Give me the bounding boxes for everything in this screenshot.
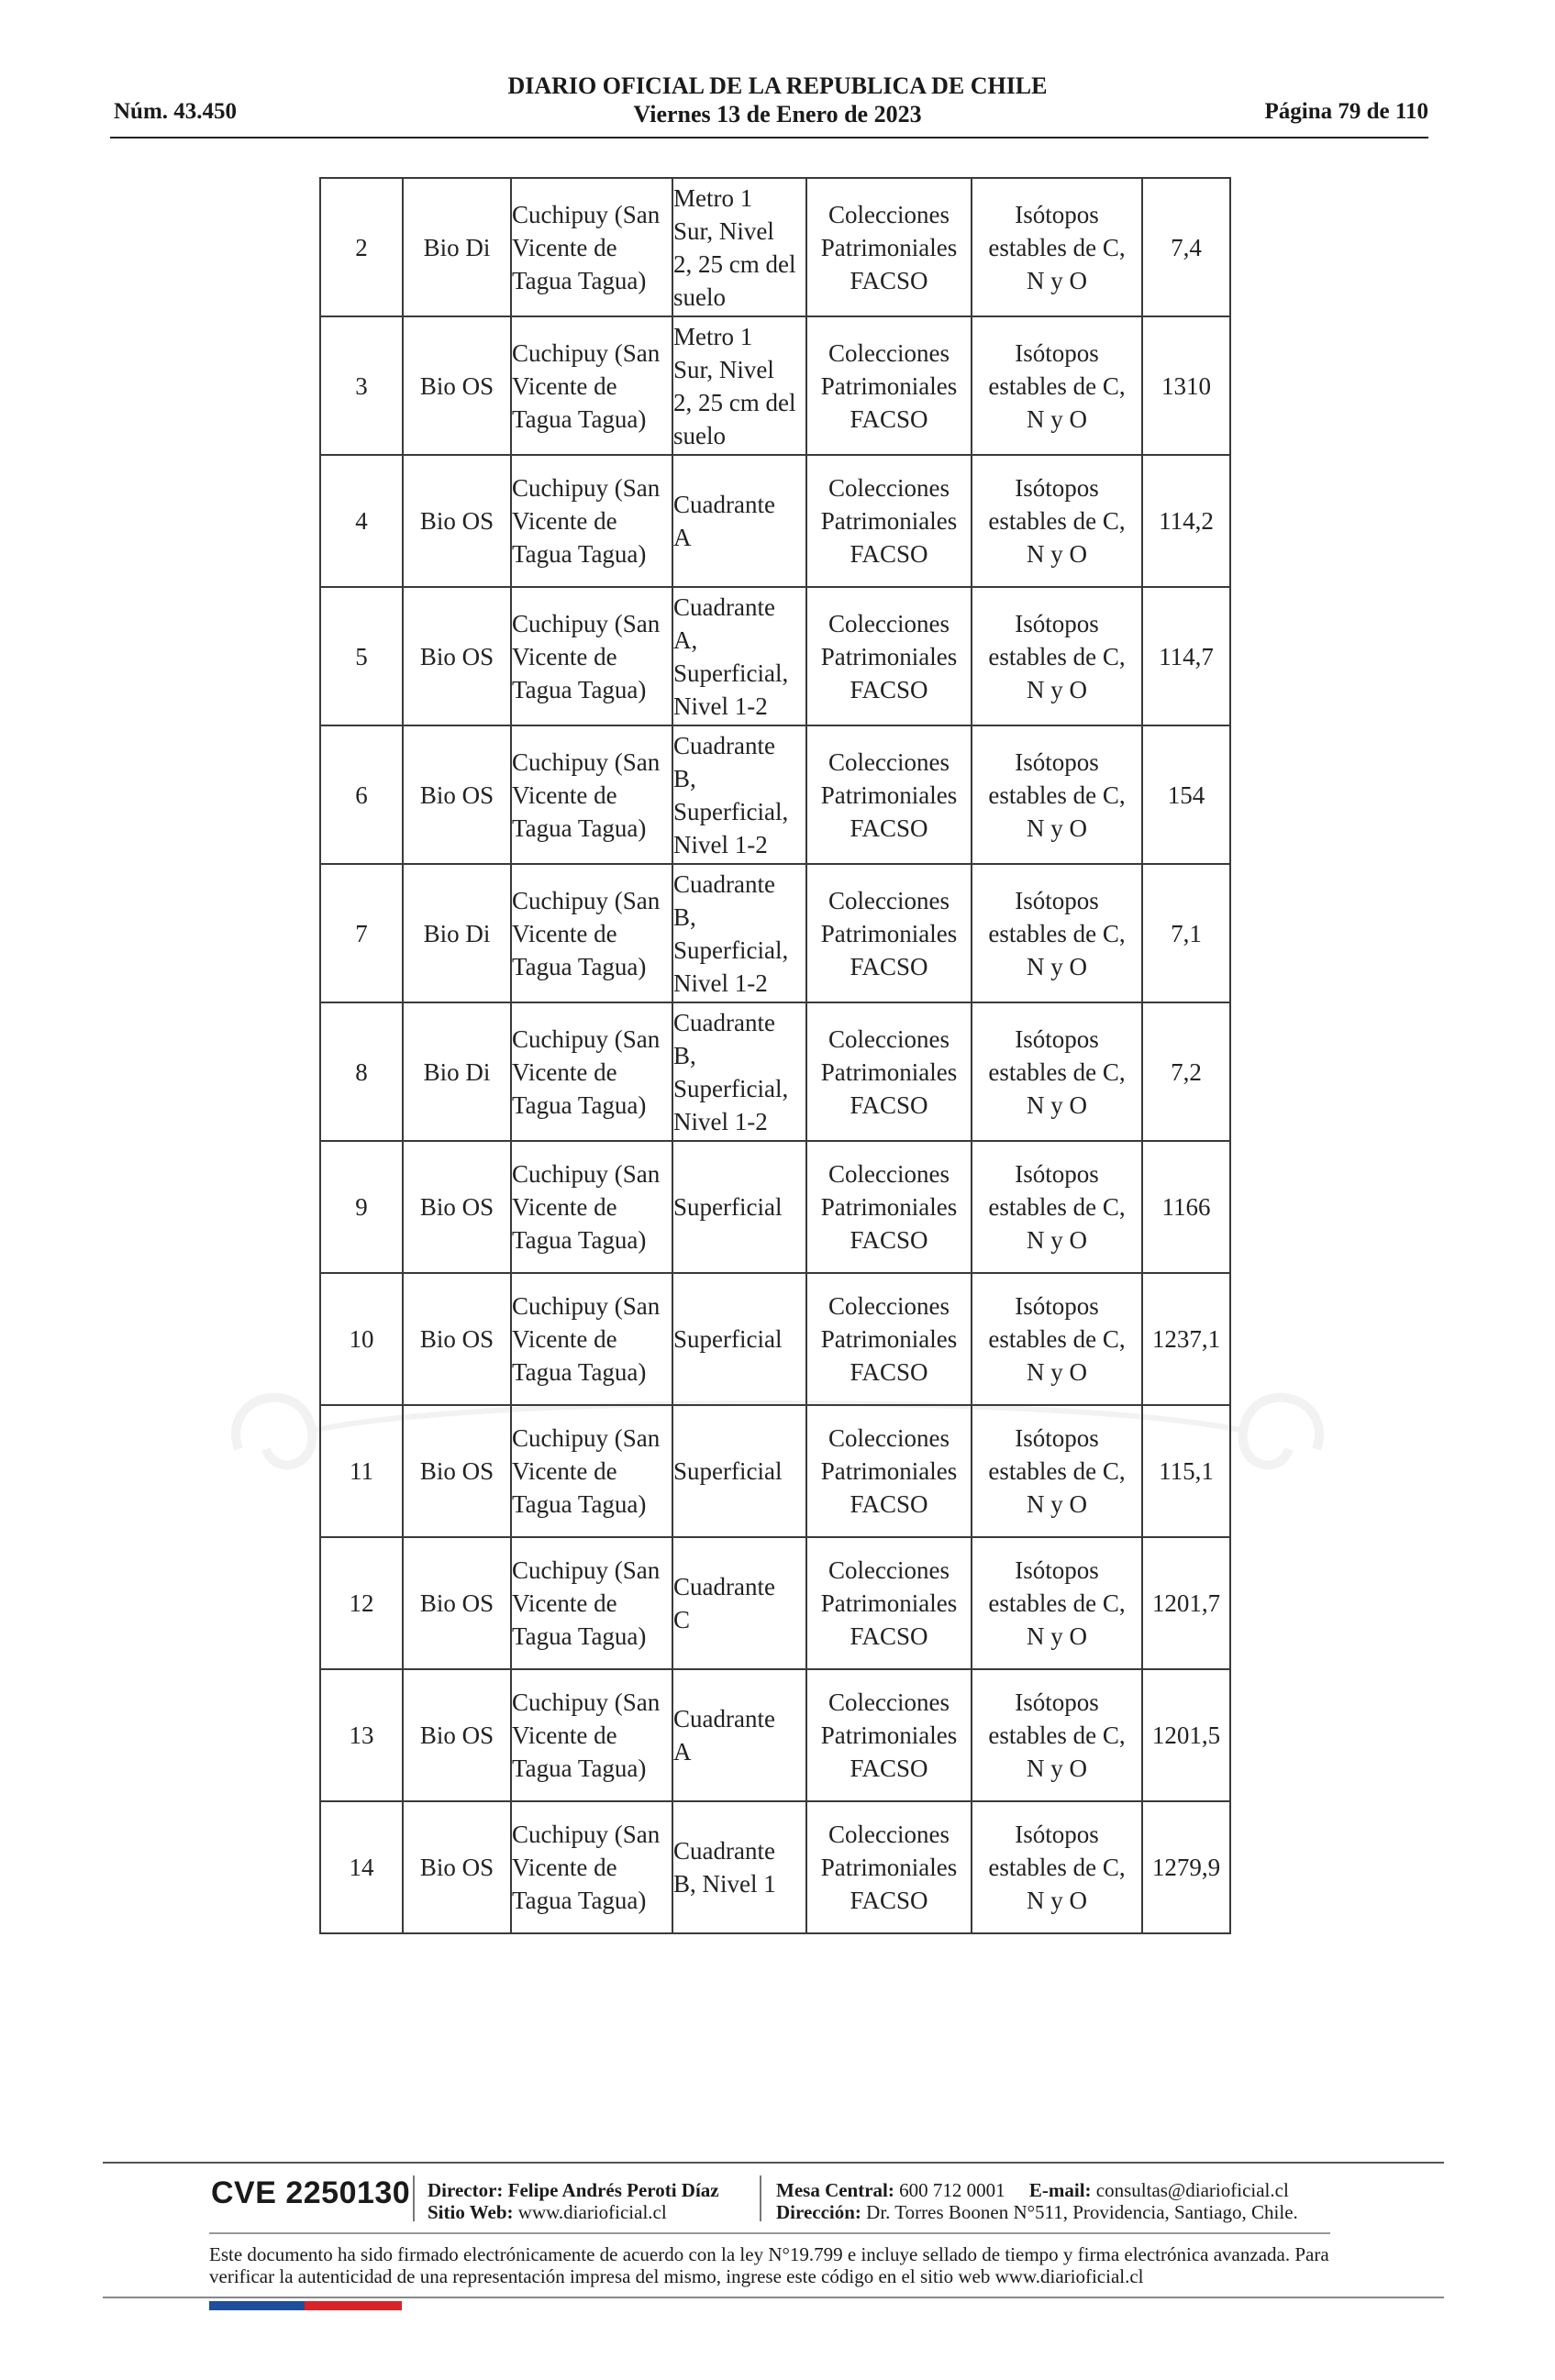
analysis-cell: Isótopos estables de C, N y O bbox=[972, 178, 1142, 316]
row-number-cell: 2 bbox=[320, 178, 403, 316]
collection-cell: Colecciones Patrimoniales FACSO bbox=[806, 1669, 972, 1801]
page-number: Página 79 de 110 bbox=[1264, 99, 1428, 124]
site-location-cell: Cuchipuy (San Vicente de Tagua Tagua) bbox=[511, 1002, 672, 1141]
value-cell: 114,2 bbox=[1142, 455, 1230, 587]
context-cell: Metro 1 Sur, Nivel 2, 25 cm del suelo bbox=[672, 316, 806, 455]
context-cell: Cuadrante C bbox=[672, 1537, 806, 1669]
table-row bbox=[320, 725, 1230, 864]
flag-stripe-red bbox=[305, 2301, 402, 2310]
website-label: Sitio Web: bbox=[428, 2201, 514, 2223]
director-label: Director: bbox=[428, 2179, 504, 2201]
context-cell: Superficial bbox=[672, 1405, 806, 1537]
publication-title: DIARIO OFICIAL DE LA REPUBLICA DE CHILE bbox=[507, 72, 1048, 99]
site-location-cell: Cuchipuy (San Vicente de Tagua Tagua) bbox=[511, 1405, 672, 1537]
site-location-cell: Cuchipuy (San Vicente de Tagua Tagua) bbox=[511, 1537, 672, 1669]
sample-code-cell: Bio OS bbox=[403, 1141, 511, 1273]
sample-code-cell: Bio OS bbox=[403, 1669, 511, 1801]
site-location-cell: Cuchipuy (San Vicente de Tagua Tagua) bbox=[511, 864, 672, 1002]
table-row bbox=[320, 1537, 1230, 1669]
context-cell: Cuadrante A bbox=[672, 1669, 806, 1801]
site-location-cell: Cuchipuy (San Vicente de Tagua Tagua) bbox=[511, 178, 672, 316]
context-cell: Cuadrante B, Superficial, Nivel 1-2 bbox=[672, 725, 806, 864]
site-location-cell: Cuchipuy (San Vicente de Tagua Tagua) bbox=[511, 1141, 672, 1273]
sample-code-cell: Bio OS bbox=[403, 587, 511, 725]
value-cell: 154 bbox=[1142, 725, 1230, 864]
context-cell: Metro 1 Sur, Nivel 2, 25 cm del suelo bbox=[672, 178, 806, 316]
sample-code-cell: Bio OS bbox=[403, 1273, 511, 1405]
table-row bbox=[320, 587, 1230, 725]
sample-code-cell: Bio Di bbox=[403, 1002, 511, 1141]
site-location-cell: Cuchipuy (San Vicente de Tagua Tagua) bbox=[511, 725, 672, 864]
collection-cell: Colecciones Patrimoniales FACSO bbox=[806, 587, 972, 725]
cve-code: CVE 2250130 bbox=[211, 2175, 411, 2210]
site-location-cell: Cuchipuy (San Vicente de Tagua Tagua) bbox=[511, 587, 672, 725]
row-number-cell: 9 bbox=[320, 1141, 403, 1273]
analysis-cell: Isótopos estables de C, N y O bbox=[972, 1801, 1142, 1933]
collection-cell: Colecciones Patrimoniales FACSO bbox=[806, 864, 972, 1002]
collection-cell: Colecciones Patrimoniales FACSO bbox=[806, 1801, 972, 1933]
sample-code-cell: Bio OS bbox=[403, 1537, 511, 1669]
analysis-cell: Isótopos estables de C, N y O bbox=[972, 316, 1142, 455]
website-link[interactable]: www.diarioficial.cl bbox=[517, 2201, 667, 2223]
sample-code-cell: Bio OS bbox=[403, 725, 511, 864]
value-cell: 1166 bbox=[1142, 1141, 1230, 1273]
publication-date: Viernes 13 de Enero de 2023 bbox=[633, 101, 922, 127]
email-link[interactable]: consultas@diarioficial.cl bbox=[1095, 2179, 1289, 2201]
site-location-cell: Cuchipuy (San Vicente de Tagua Tagua) bbox=[511, 1801, 672, 1933]
table-row bbox=[320, 1002, 1230, 1141]
issue-number: Núm. 43.450 bbox=[114, 99, 238, 124]
header-divider bbox=[110, 137, 1428, 138]
collection-cell: Colecciones Patrimoniales FACSO bbox=[806, 1002, 972, 1141]
table-row bbox=[320, 316, 1230, 455]
footer-separator bbox=[413, 2175, 415, 2221]
sample-code-cell: Bio OS bbox=[403, 1801, 511, 1933]
table-row bbox=[320, 1801, 1230, 1933]
phone-number: 600 712 0001 bbox=[899, 2179, 1005, 2201]
row-number-cell: 10 bbox=[320, 1273, 403, 1405]
data-table bbox=[319, 177, 1231, 1934]
value-cell: 1237,1 bbox=[1142, 1273, 1230, 1405]
sample-code-cell: Bio Di bbox=[403, 178, 511, 316]
row-number-cell: 11 bbox=[320, 1405, 403, 1537]
value-cell: 1310 bbox=[1142, 316, 1230, 455]
table-row bbox=[320, 455, 1230, 587]
context-cell: Superficial bbox=[672, 1141, 806, 1273]
footer-divider-bottom bbox=[103, 2297, 1444, 2298]
table-row bbox=[320, 178, 1230, 316]
footer-divider-top bbox=[103, 2162, 1444, 2164]
collection-cell: Colecciones Patrimoniales FACSO bbox=[806, 178, 972, 316]
sample-code-cell: Bio OS bbox=[403, 455, 511, 587]
value-cell: 1201,5 bbox=[1142, 1669, 1230, 1801]
analysis-cell: Isótopos estables de C, N y O bbox=[972, 1537, 1142, 1669]
sample-code-cell: Bio OS bbox=[403, 316, 511, 455]
table-row bbox=[320, 864, 1230, 1002]
analysis-cell: Isótopos estables de C, N y O bbox=[972, 864, 1142, 1002]
analysis-cell: Isótopos estables de C, N y O bbox=[972, 725, 1142, 864]
collection-cell: Colecciones Patrimoniales FACSO bbox=[806, 1537, 972, 1669]
site-location-cell: Cuchipuy (San Vicente de Tagua Tagua) bbox=[511, 316, 672, 455]
sample-code-cell: Bio OS bbox=[403, 1405, 511, 1537]
footer-director-block bbox=[428, 2179, 719, 2223]
analysis-cell: Isótopos estables de C, N y O bbox=[972, 1141, 1142, 1273]
value-cell: 7,4 bbox=[1142, 178, 1230, 316]
address-value: Dr. Torres Boonen N°511, Providencia, Santiago, Chile. bbox=[866, 2201, 1298, 2223]
value-cell: 114,7 bbox=[1142, 587, 1230, 725]
collection-cell: Colecciones Patrimoniales FACSO bbox=[806, 316, 972, 455]
address-label: Dirección: bbox=[776, 2201, 861, 2223]
row-number-cell: 13 bbox=[320, 1669, 403, 1801]
row-number-cell: 7 bbox=[320, 864, 403, 1002]
footer-contact-block bbox=[776, 2179, 1298, 2223]
row-number-cell: 8 bbox=[320, 1002, 403, 1141]
flag-stripe-blue bbox=[209, 2301, 305, 2310]
context-cell: Cuadrante A bbox=[672, 455, 806, 587]
value-cell: 7,2 bbox=[1142, 1002, 1230, 1141]
row-number-cell: 12 bbox=[320, 1537, 403, 1669]
row-number-cell: 4 bbox=[320, 455, 403, 587]
collection-cell: Colecciones Patrimoniales FACSO bbox=[806, 725, 972, 864]
analysis-cell: Isótopos estables de C, N y O bbox=[972, 455, 1142, 587]
value-cell: 1279,9 bbox=[1142, 1801, 1230, 1933]
sample-code-cell: Bio Di bbox=[403, 864, 511, 1002]
value-cell: 7,1 bbox=[1142, 864, 1230, 1002]
table-row bbox=[320, 1405, 1230, 1537]
context-cell: Cuadrante B, Nivel 1 bbox=[672, 1801, 806, 1933]
table-row bbox=[320, 1669, 1230, 1801]
context-cell: Cuadrante A, Superficial, Nivel 1-2 bbox=[672, 587, 806, 725]
site-location-cell: Cuchipuy (San Vicente de Tagua Tagua) bbox=[511, 1669, 672, 1801]
analysis-cell: Isótopos estables de C, N y O bbox=[972, 1273, 1142, 1405]
director-name: Felipe Andrés Peroti Díaz bbox=[507, 2179, 719, 2201]
collection-cell: Colecciones Patrimoniales FACSO bbox=[806, 1405, 972, 1537]
analysis-cell: Isótopos estables de C, N y O bbox=[972, 1405, 1142, 1537]
footer-divider-middle bbox=[209, 2232, 1330, 2234]
phone-label: Mesa Central: bbox=[776, 2179, 894, 2201]
value-cell: 115,1 bbox=[1142, 1405, 1230, 1537]
collection-cell: Colecciones Patrimoniales FACSO bbox=[806, 1273, 972, 1405]
email-label: E-mail: bbox=[1028, 2179, 1092, 2201]
analysis-cell: Isótopos estables de C, N y O bbox=[972, 587, 1142, 725]
row-number-cell: 14 bbox=[320, 1801, 403, 1933]
context-cell: Superficial bbox=[672, 1273, 806, 1405]
row-number-cell: 3 bbox=[320, 316, 403, 455]
site-location-cell: Cuchipuy (San Vicente de Tagua Tagua) bbox=[511, 1273, 672, 1405]
row-number-cell: 5 bbox=[320, 587, 403, 725]
analysis-cell: Isótopos estables de C, N y O bbox=[972, 1669, 1142, 1801]
site-location-cell: Cuchipuy (San Vicente de Tagua Tagua) bbox=[511, 455, 672, 587]
context-cell: Cuadrante B, Superficial, Nivel 1-2 bbox=[672, 864, 806, 1002]
signature-notice: Este documento ha sido firmado electrónicamente de acuerdo con la ley N°19.799 e incluye sellado de tiempo y firma electrónica avanzada. Para verificar la autenticidad de una representación impresa del mismo, ingrese este código en el sitio web www.diarioficial.cl bbox=[209, 2243, 1329, 2287]
value-cell: 1201,7 bbox=[1142, 1537, 1230, 1669]
table-row bbox=[320, 1273, 1230, 1405]
footer-separator bbox=[760, 2175, 761, 2221]
collection-cell: Colecciones Patrimoniales FACSO bbox=[806, 455, 972, 587]
context-cell: Cuadrante B, Superficial, Nivel 1-2 bbox=[672, 1002, 806, 1141]
row-number-cell: 6 bbox=[320, 725, 403, 864]
analysis-cell: Isótopos estables de C, N y O bbox=[972, 1002, 1142, 1141]
table-row bbox=[320, 1141, 1230, 1273]
collection-cell: Colecciones Patrimoniales FACSO bbox=[806, 1141, 972, 1273]
